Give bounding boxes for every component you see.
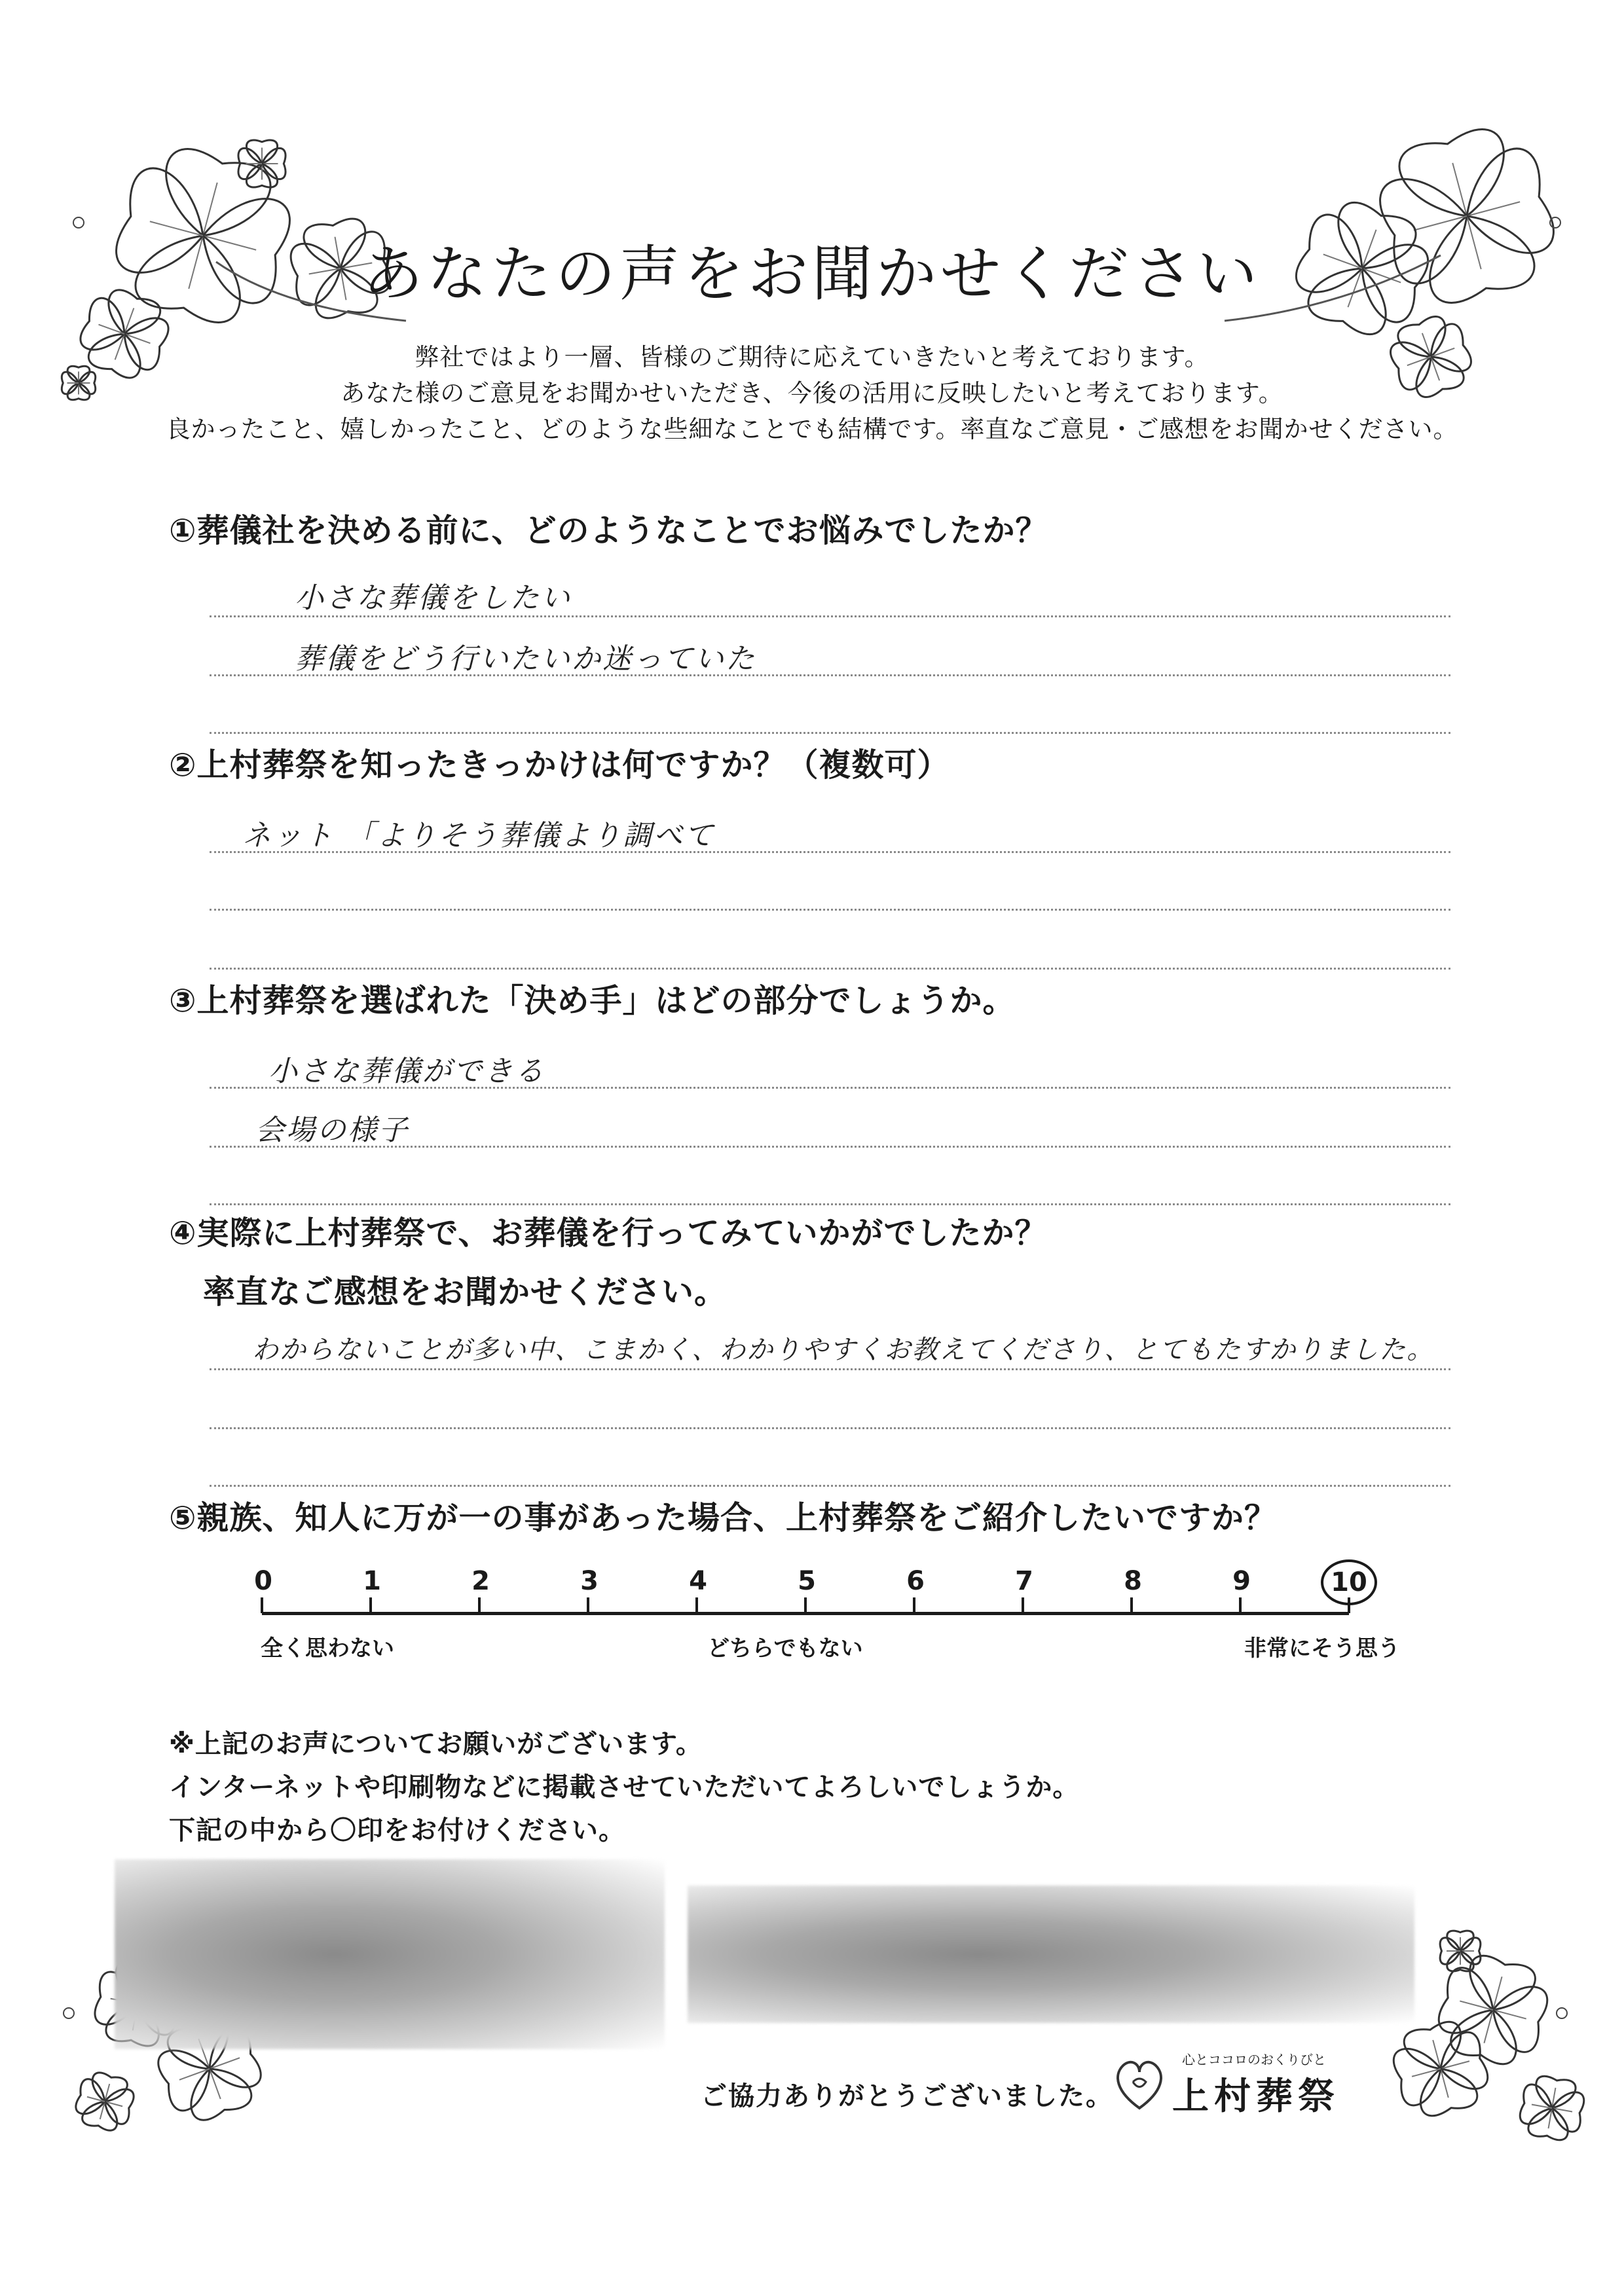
- answer-line: [210, 909, 1450, 911]
- question-1: ①葬儀社を決める前に、どのようなことでお悩みでしたか？: [169, 512, 1048, 549]
- answer-line: [210, 1427, 1450, 1429]
- question-4: ④実際に上村葬祭で、お葬儀を行ってみていかがでしたか？: [169, 1214, 1048, 1252]
- answer-line: [210, 1368, 1450, 1370]
- scale-tick: [587, 1597, 589, 1613]
- clover-icon: [1431, 1948, 1555, 2071]
- answer-line: [210, 732, 1450, 734]
- answer-line: [210, 851, 1450, 853]
- scale-option-1[interactable]: 1: [363, 1566, 381, 1596]
- scale-high-label: 非常にそう思う: [1244, 1635, 1400, 1662]
- answer-line: [210, 1485, 1450, 1487]
- intro-line-1: 弊社ではより一層、皆様のご期待に応えていきたいと考えております。: [415, 343, 1209, 371]
- answer-4-line-1[interactable]: わからないことが多い中、こまかく、わかりやすくお教えてくださり、とてもたすかりました。: [252, 1335, 1435, 1365]
- scale-low-label: 全く思わない: [261, 1635, 394, 1662]
- redacted-consent-option-left[interactable]: [115, 1859, 665, 2049]
- answer-line: [210, 674, 1450, 676]
- redacted-consent-option-right[interactable]: [688, 1886, 1414, 2023]
- scale-option-selected-10[interactable]: 10: [1321, 1559, 1377, 1605]
- scale-tick: [1022, 1597, 1024, 1613]
- scale-tick: [1239, 1597, 1242, 1613]
- answer-line: [210, 1203, 1450, 1205]
- clover-icon: [1440, 1931, 1481, 1971]
- scale-tick: [695, 1597, 698, 1613]
- heart-logo-icon: [1113, 2056, 1166, 2115]
- scale-tick: [261, 1597, 263, 1613]
- brand-tagline: 心とココロのおくりびと: [1182, 2052, 1326, 2068]
- scale-option-5[interactable]: 5: [798, 1566, 816, 1596]
- note-line-1: ※上記のお声についてお願いがございます。: [169, 1729, 703, 1759]
- answer-3-line-2[interactable]: 会場の様子: [255, 1114, 409, 1147]
- answer-line: [210, 968, 1450, 970]
- scale-tick: [1130, 1597, 1133, 1613]
- intro-line-3: 良かったこと、嬉しかったこと、どのような些細なことでも結構です。率直なご意見・ご感想をお聞かせください。: [166, 415, 1458, 443]
- thanks-message: ご協力ありがとうございました。: [701, 2081, 1113, 2111]
- brand-name: 上村葬祭: [1172, 2075, 1340, 2118]
- scale-option-3[interactable]: 3: [580, 1566, 599, 1596]
- scale-tick: [804, 1597, 807, 1613]
- dot-ornament: [1557, 2008, 1567, 2018]
- question-2: ②上村葬祭を知ったきっかけは何ですか？（複数可）: [169, 746, 950, 784]
- scale-option-4[interactable]: 4: [689, 1566, 707, 1596]
- scale-tick: [913, 1597, 915, 1613]
- scale-option-2[interactable]: 2: [471, 1566, 490, 1596]
- scale-option-9[interactable]: 9: [1232, 1566, 1251, 1596]
- clover-icon: [1517, 2073, 1587, 2143]
- question-4-subtitle: 率直なご感想をお聞かせください。: [203, 1273, 728, 1311]
- note-line-2: インターネットや印刷物などに掲載させていただいてよろしいでしょうか。: [169, 1772, 1080, 1802]
- scale-tick: [478, 1597, 481, 1613]
- scale-tick: [369, 1597, 372, 1613]
- scale-mid-label: どちらでもない: [707, 1635, 863, 1662]
- page-title: あなたの声をお聞かせください: [362, 239, 1261, 309]
- clover-icon: [72, 2069, 138, 2135]
- question-5: ⑤親族、知人に万が一の事があった場合、上村葬祭をご紹介したいですか？: [169, 1499, 1277, 1537]
- answer-1-line-1[interactable]: 小さな葬儀をしたい: [295, 581, 572, 615]
- scale-option-7[interactable]: 7: [1015, 1566, 1033, 1596]
- question-3: ③上村葬祭を選ばれた「決め手」はどの部分でしょうか。: [169, 982, 1016, 1019]
- answer-line: [210, 1146, 1450, 1148]
- intro-line-2: あなた様のご意見をお聞かせいただき、今後の活用に反映したいと考えております。: [341, 379, 1283, 407]
- dot-ornament: [64, 2008, 74, 2018]
- clover-icon: [1387, 2015, 1494, 2123]
- answer-line: [210, 615, 1450, 617]
- answer-1-line-2[interactable]: 葬儀をどう行いたいか迷っていた: [295, 642, 756, 676]
- scale-option-8[interactable]: 8: [1124, 1566, 1142, 1596]
- answer-2-line-1[interactable]: ネット 「よりそう葬儀より調べて: [242, 819, 715, 852]
- answer-3-line-1[interactable]: 小さな葬儀ができる: [268, 1055, 545, 1088]
- answer-line: [210, 1087, 1450, 1089]
- scale-option-0[interactable]: 0: [254, 1566, 272, 1596]
- scale-option-6[interactable]: 6: [906, 1566, 925, 1596]
- note-line-3: 下記の中から〇印をお付けください。: [169, 1815, 625, 1846]
